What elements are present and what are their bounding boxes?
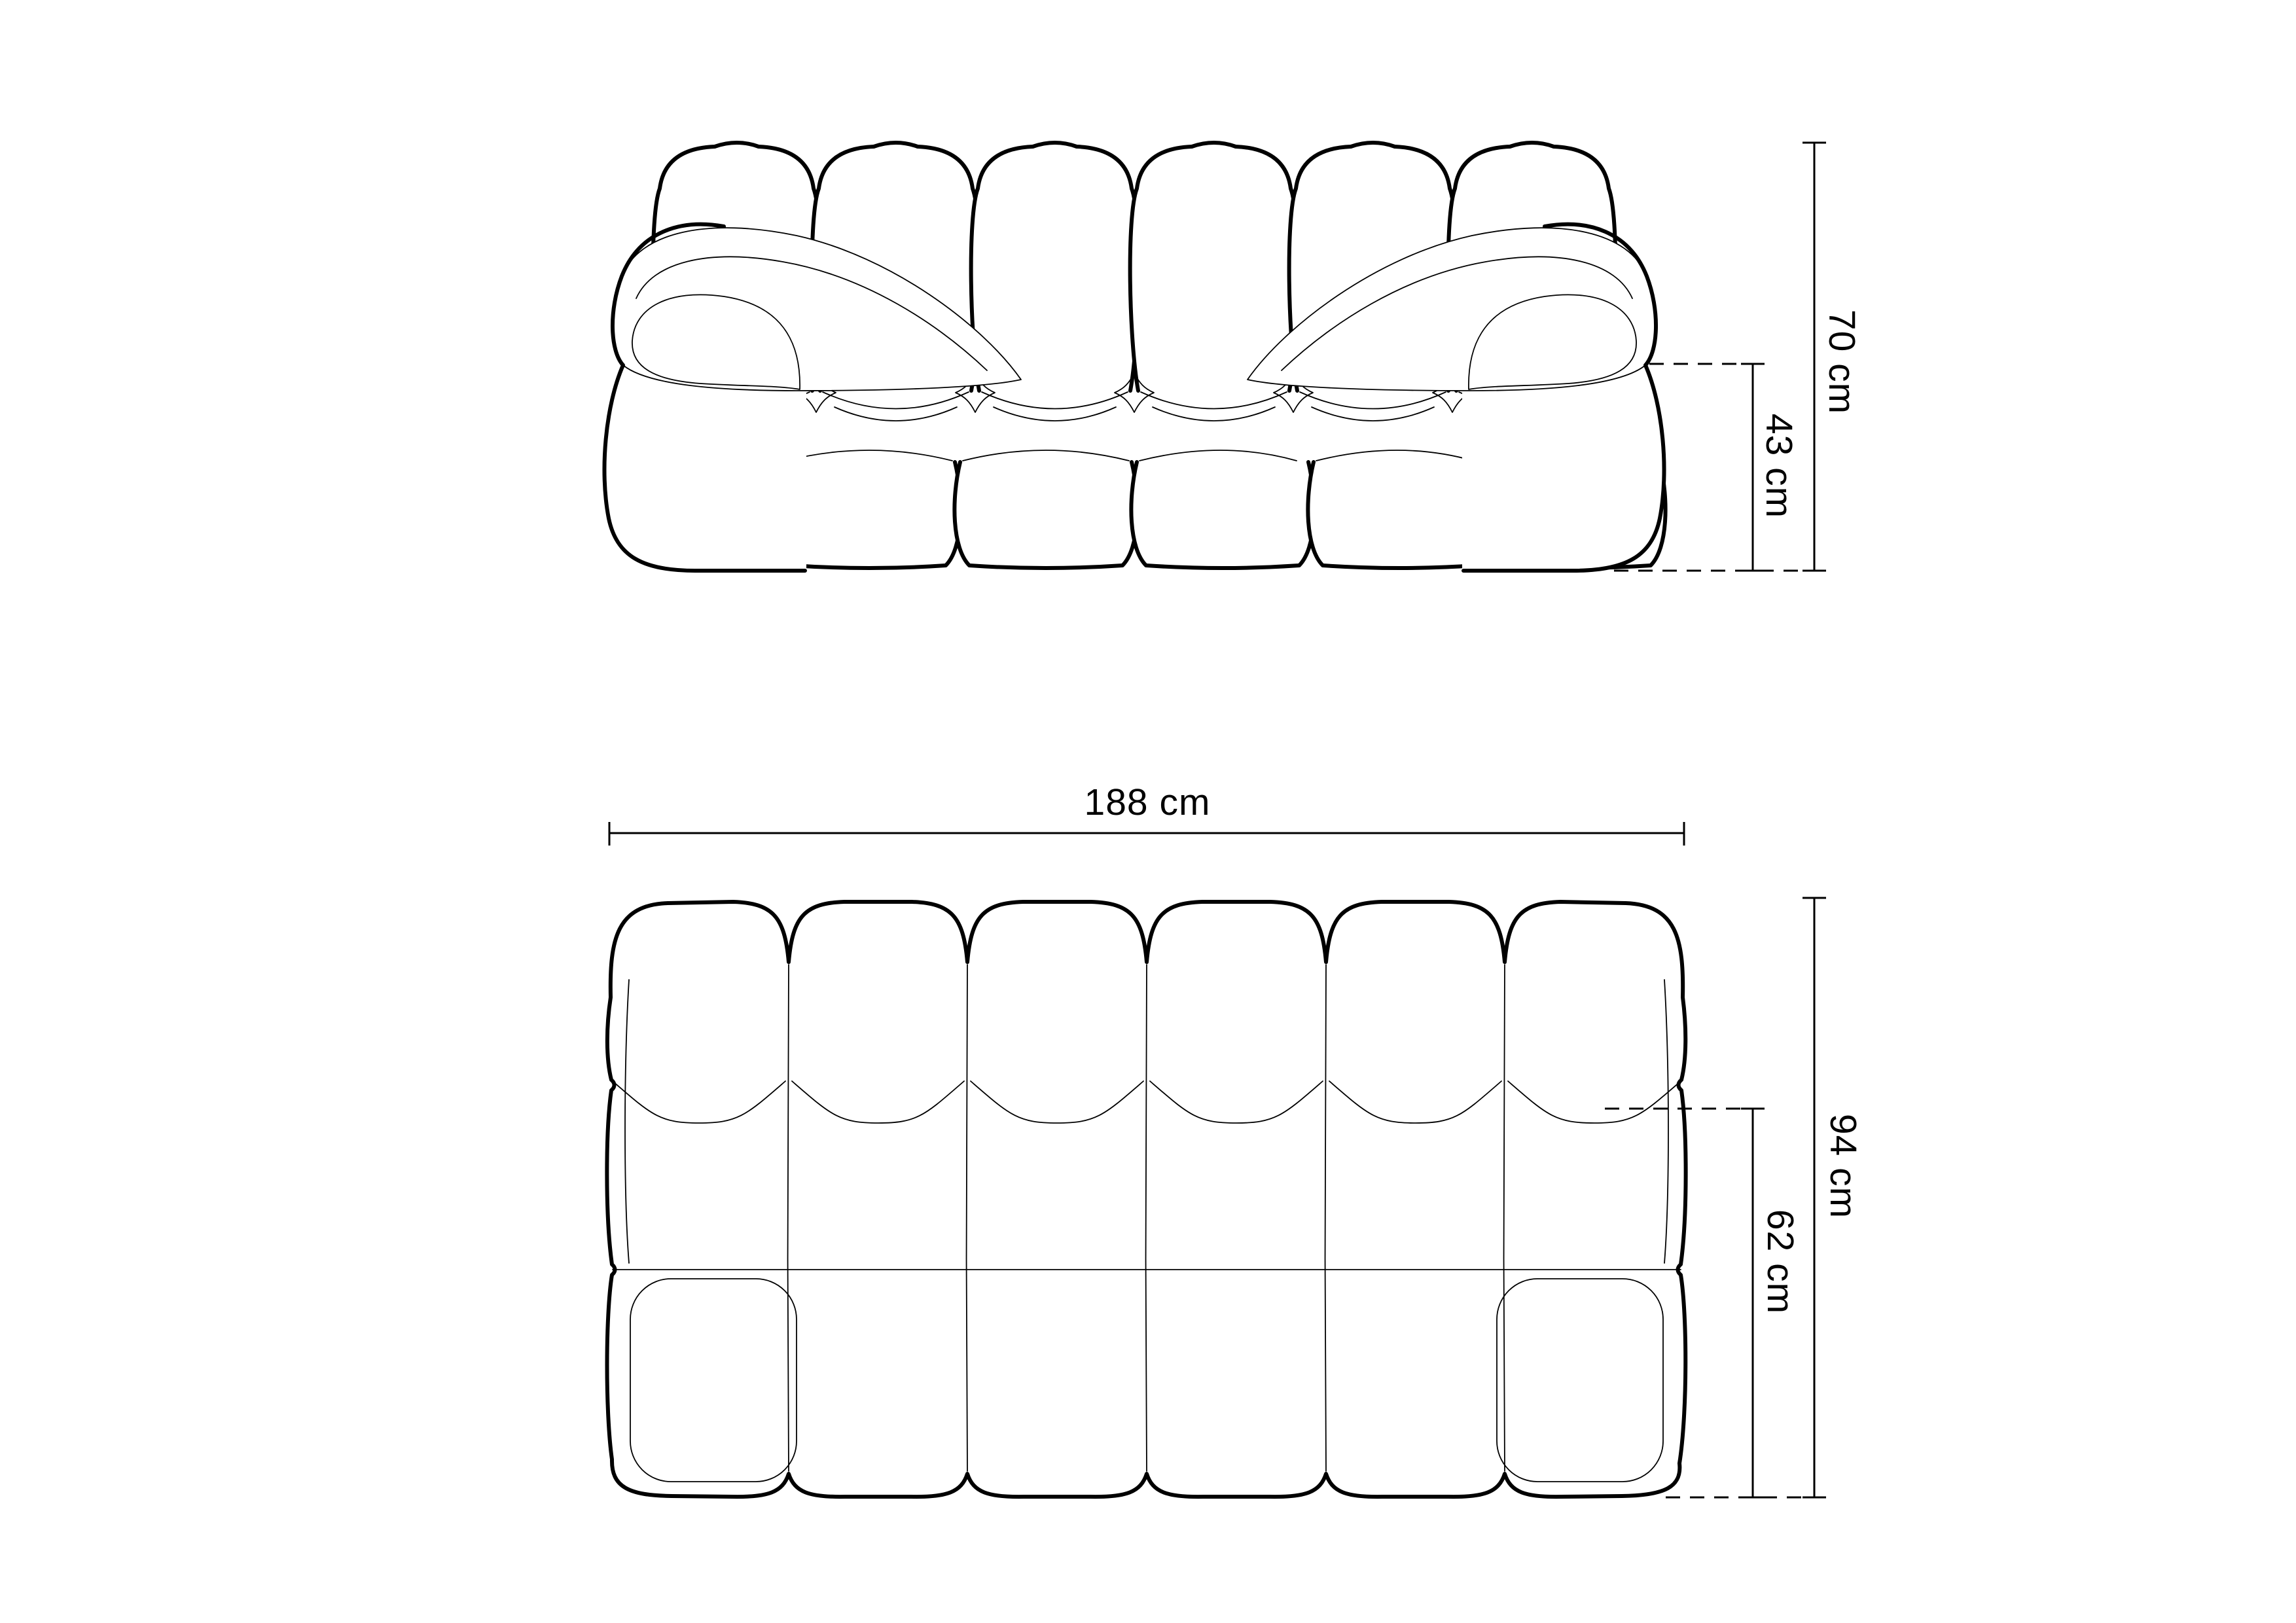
back-cushion-bottom-seam [823,392,969,409]
seat-cushion-top-seam [1139,450,1297,461]
dimension-label-height: 70 cm [1821,309,1863,415]
right-base-fill [1462,365,1664,571]
dimension-43cm [1649,364,1765,571]
seat-cushion-top-seam [963,450,1129,461]
back-cushion-bottom-seam [1141,392,1287,409]
seat-cushion-top-seam [1316,450,1473,461]
seat-cushion [954,462,1137,568]
dimension-label-seat-depth: 62 cm [1759,1209,1801,1315]
front-view [604,143,1863,571]
left-base [604,365,806,571]
back-cushion-bottom-seam [1300,392,1446,409]
right-base [1462,365,1664,571]
dimension-label-depth: 94 cm [1822,1113,1864,1219]
dimension-label-seat-height: 43 cm [1758,413,1800,519]
front-middle-bubbles [675,407,1593,421]
dimension-label-width: 188 cm [1084,781,1211,823]
back-cushion-bottom-seam [982,392,1128,409]
dimension-188cm [609,822,1684,846]
dimension-94cm [1666,898,1830,1497]
seat-cushion [1131,462,1314,568]
seat-cushion-top-seam [786,450,952,461]
left-base-fill [604,365,806,571]
top-view [607,781,1864,1497]
